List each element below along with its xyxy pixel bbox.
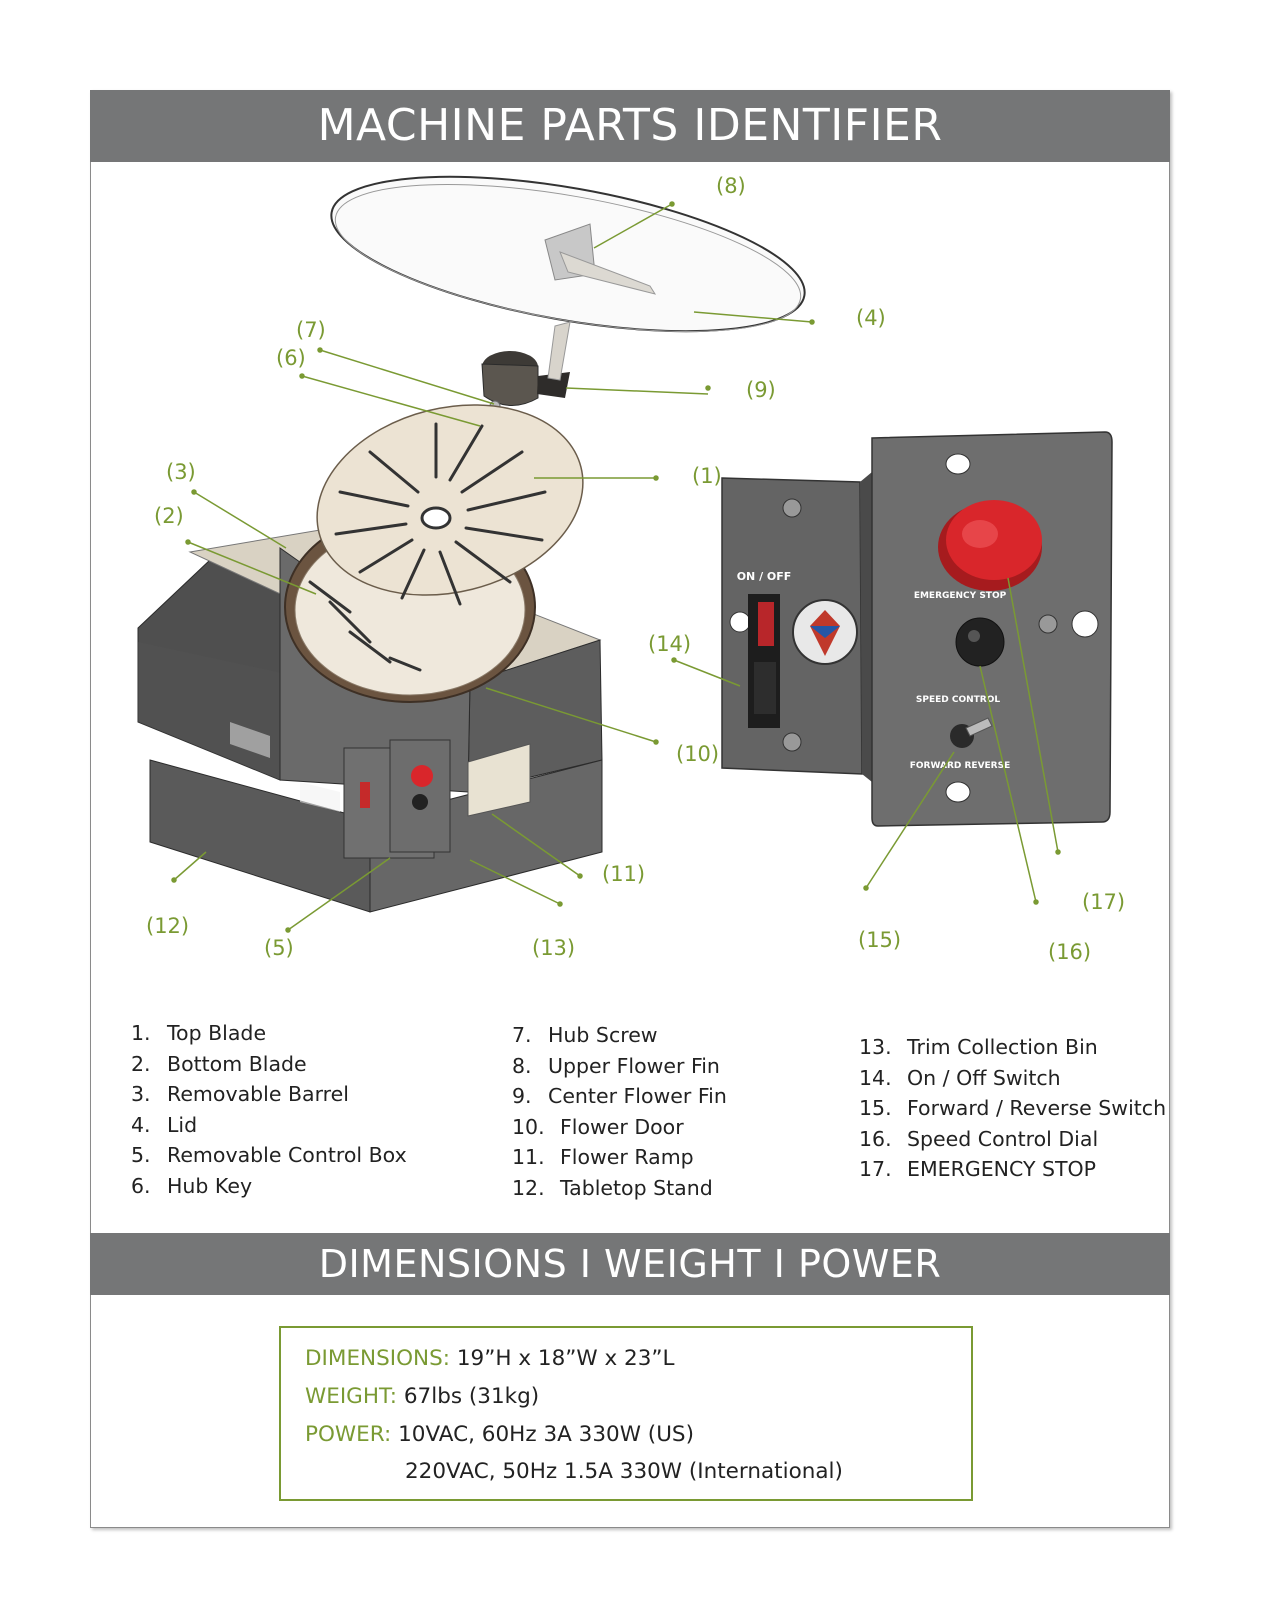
dimensions-label: DIMENSIONS: — [305, 1346, 450, 1371]
callout-1: (1) — [692, 464, 722, 488]
callout-5: (5) — [264, 936, 294, 960]
emergency-stop-panel-label: EMERGENCY STOP — [913, 591, 1007, 601]
dimensions-row — [305, 1346, 675, 1371]
callout-2: (2) — [154, 504, 184, 528]
list-item: 10. Flower Door — [512, 1114, 684, 1139]
list-item: 11. Flower Ramp — [512, 1145, 694, 1169]
callout-7: (7) — [296, 318, 326, 342]
power-value-us: 10VAC, 60Hz 3A 330W (US) — [398, 1422, 694, 1447]
callout-10: (10) — [676, 742, 720, 766]
list-item: 4. Lid — [131, 1112, 198, 1137]
center-fin-illustration — [482, 322, 570, 406]
callout-8: (8) — [716, 174, 746, 198]
machine-body-illustration — [138, 378, 603, 912]
list-item: 9. Center Flower Fin — [512, 1084, 727, 1108]
weight-label: WEIGHT: — [305, 1384, 398, 1409]
list-item: 6. Hub Key — [131, 1173, 253, 1198]
list-item: 15. Forward / Reverse Switch — [859, 1096, 1167, 1120]
callout-15: (15) — [858, 928, 902, 952]
list-item: 14. On / Off Switch — [859, 1065, 1061, 1090]
power-row-international — [405, 1459, 843, 1484]
callout-9: (9) — [746, 378, 776, 402]
page-title: MACHINE PARTS IDENTIFIER — [90, 90, 1170, 162]
list-item: 8. Upper Flower Fin — [512, 1053, 720, 1078]
section-title: DIMENSIONS I WEIGHT I POWER — [90, 1233, 1170, 1295]
parts-list-column-1 — [131, 1018, 407, 1201]
list-item: 2. Bottom Blade — [131, 1051, 307, 1076]
list-item: 5. Removable Control Box — [131, 1143, 407, 1167]
dimensions-value: 19”H x 18”W x 23”L — [456, 1346, 675, 1371]
list-item: 16. Speed Control Dial — [859, 1126, 1099, 1151]
callout-6: (6) — [276, 346, 306, 370]
list-item: 13. Trim Collection Bin — [859, 1035, 1098, 1059]
weight-value: 67lbs (31kg) — [403, 1384, 540, 1409]
parts-list-column-2 — [512, 1020, 727, 1203]
speed-control-panel-label: SPEED CONTROL — [915, 695, 1001, 705]
forward-reverse-panel-label: FORWARD REVERSE — [909, 761, 1011, 771]
callout-11: (11) — [602, 862, 646, 886]
list-item: 3. Removable Barrel — [131, 1082, 349, 1106]
machine-diagram — [90, 162, 1170, 1002]
callout-4: (4) — [856, 306, 886, 330]
callout-17: (17) — [1082, 890, 1126, 914]
on-off-panel-label: ON / OFF — [736, 570, 792, 583]
callout-16: (16) — [1048, 940, 1092, 964]
callout-12: (12) — [146, 914, 190, 938]
callout-3: (3) — [166, 460, 196, 484]
list-item: 7. Hub Screw — [512, 1023, 658, 1047]
power-value-international: 220VAC, 50Hz 1.5A 330W (International) — [405, 1459, 843, 1484]
weight-row — [305, 1384, 539, 1409]
parts-list-column-3 — [859, 1032, 1166, 1185]
callout-13: (13) — [532, 936, 576, 960]
list-item: 1. Top Blade — [131, 1021, 267, 1045]
list-item: 12. Tabletop Stand — [512, 1175, 713, 1200]
callout-14: (14) — [648, 632, 692, 656]
power-row — [305, 1422, 694, 1447]
power-label: POWER: — [305, 1422, 392, 1447]
specs-box — [279, 1326, 973, 1501]
list-item: 17. EMERGENCY STOP — [859, 1157, 1097, 1181]
